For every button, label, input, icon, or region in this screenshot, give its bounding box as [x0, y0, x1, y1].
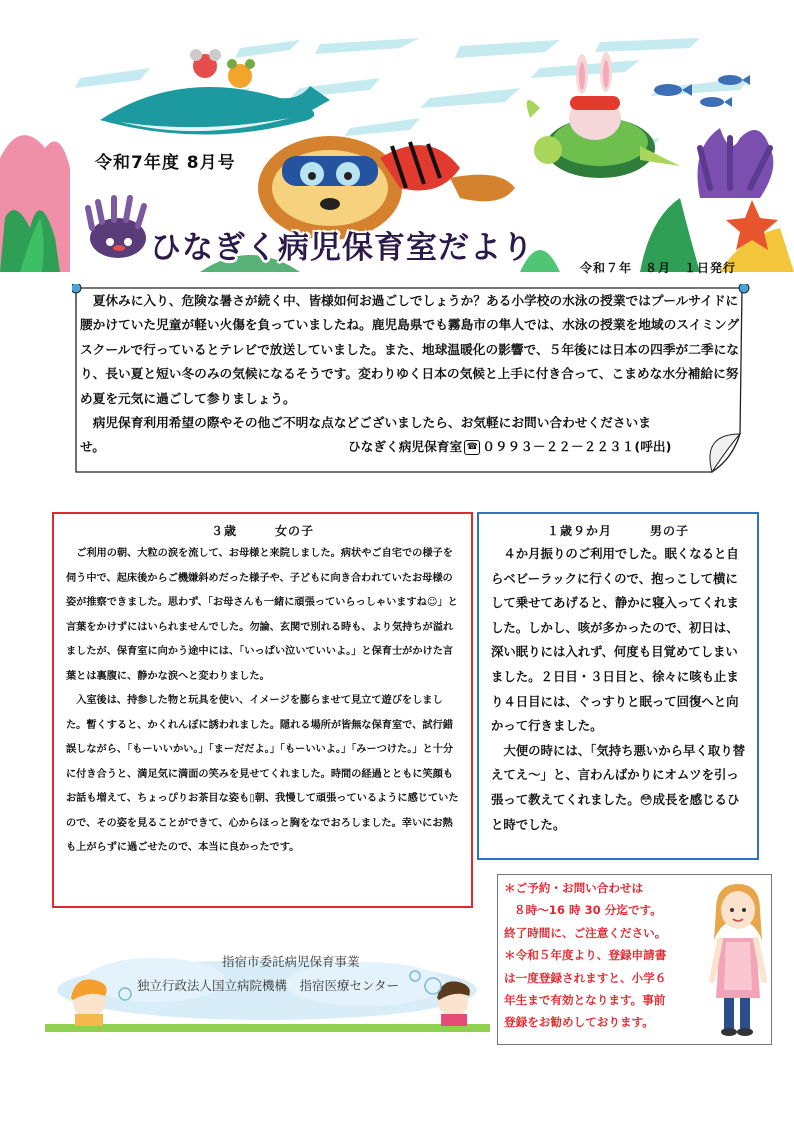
- story-boy-paragraph: ４か月振りのご利用でした。眠くなると自らベビーラックに行くので、抱っこして横にして乗せてあげると、静かに寝入ってくれました。しかし、咳が多かったので、初日は、深い眠りには入れず、何度も目覚めてしまいました。２日目・３日目と、徐々に咳も止まり４日目には、ぐっすりと眠って回復へと向かって行きました。: [491, 546, 739, 734]
- story-boy-heading: [479, 522, 757, 539]
- notice-text: [504, 877, 704, 1034]
- footer-hospital-name: 独立行政法人国立病院機構 指宿医療センター: [137, 978, 400, 993]
- notice-line: 年生まで有効となります。事前: [504, 993, 666, 1008]
- intro-inquiry-ending: せ。: [80, 439, 105, 455]
- notice-line: 終了時間に、ご注意ください。: [504, 925, 667, 940]
- contact-info: [348, 435, 671, 459]
- issue-date: 令和７年 ８月 １日発行: [580, 261, 737, 275]
- story-girl-body: [54, 539, 471, 861]
- newsletter-title: ひなぎく病児保育室だより: [150, 230, 534, 266]
- intro-paragraph: 夏休みに入り、危険な暑さが続く中、皆様如何お過ごしでしょうか？ある小学校の水泳の授業ではプールサイドに腰かけていた児童が軽い火傷を負っていましたね。鹿児島県でも霧島市の隼人では、水泳の授業を地域のスイミングスクールで行っているとテレビで放送していました。また、地球温暖化の影響で、５年後には日本の四季が二季になり、長い夏と短い冬のみの気候になるそうです。変わりゆく日本の気候と上手に付き合って、こまめな水分補給に努め夏を元気に過ごして参りましょう。: [80, 293, 740, 406]
- story-boy-gender: 男の子: [650, 524, 690, 538]
- story-girl-paragraph: ご利用の朝、大粒の涙を流して、お母様と来院しました。病状やご自宅での様子を伺う中で、起床後からご機嫌斜めだった様子や、子どもに向き合われていたお母様の姿が推察できました。思わず、「お母さんも一緒に頑張っていらっしゃいますね☺」と言葉をかけずにはいられませんでした。勿論、玄関で別れる時も、より気持ちが溢れましたが、保育室に向かう途中には、「いっぱい泣いていいよ。」と保育士がかけた言葉とは裏腹に、静かな涙へと変わりました。: [66, 548, 458, 682]
- story-boy-box: [477, 512, 759, 860]
- nurse-girl-illustration: [706, 880, 768, 1040]
- intro-message: [80, 289, 745, 459]
- child-left-icon: [71, 979, 107, 1026]
- phone-icon: ☎: [464, 440, 480, 455]
- notice-line: は一度登録されますと、小学６: [504, 970, 667, 985]
- story-girl-age: ３歳: [210, 524, 237, 538]
- story-boy-body: [479, 539, 757, 837]
- story-girl-heading: [54, 522, 471, 539]
- sea-anemone-icon: [88, 198, 146, 258]
- notice-line: 登録をお勧めしております。: [504, 1015, 654, 1030]
- issue-volume: 令和7年度 8月号: [95, 153, 236, 173]
- story-girl-paragraph: 入室後は、持参した物と玩具を使い、イメージを膨らませて見立て遊びをしました。暫くすると、かくれんぼに誘われました。隠れる場所が皆無な保育室で、試行錯誤しながら、「もーいいかい。」「まーだだよ。」「もーいいよ。」「みーつけた。」と十分に付き合うと、満足気に満面の笑みを見せてくれました。時間の経過とともに笑顔もお話も増えて、ちょっぴりお茶目な姿も▯朝、我慢して頑張っているように感じていたので、その姿を見ることができて、心からほっと胸をなでおろしました。幸いにお熱も上がらずに過ごせたので、本当に良かったです。: [66, 695, 459, 853]
- notice-line: ＊ご予約・お問い合わせは: [504, 881, 644, 895]
- story-girl-box: [52, 512, 473, 908]
- coral-left-icon: [0, 135, 70, 272]
- contact-row: [80, 435, 745, 459]
- contact-phone: ０９９３－２２－２２３１(呼出): [482, 439, 672, 455]
- notice-line: ８時～16 時 30 分迄です。: [514, 903, 662, 918]
- child-right-icon: [437, 981, 470, 1026]
- story-boy-age: １歳９か月: [546, 524, 612, 538]
- story-boy-paragraph: 大便の時には、「気持ち悪いから早く取り替えてえ～」と、言わんばかりにオムツを引っ張って教えてくれました。😳成長を感じるひと時でした。: [491, 742, 746, 832]
- notice-line: ＊令和５年度より、登録申請書: [504, 948, 667, 963]
- story-girl-gender: 女の子: [275, 524, 315, 538]
- coral-right-icon: [640, 128, 794, 272]
- footer-program-name: 指宿市委託病児保育事業: [222, 954, 360, 969]
- intro-inquiry-paragraph: 病児保育利用希望の際やその他ご不明な点などございましたら、お気軽にお問い合わせくださいま: [92, 415, 651, 431]
- contact-organization: ひなぎく病児保育室: [348, 439, 463, 455]
